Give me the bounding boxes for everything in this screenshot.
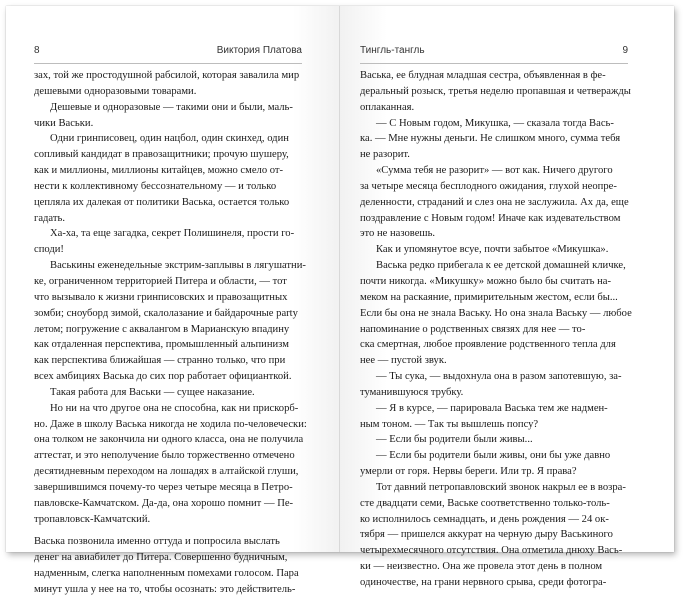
text-line: летом; погружение с аквалангом в Марианскую впадину [34,323,290,335]
text-line: Дешевые и одноразовые — такими они и были, маль- [50,101,293,113]
text-line: тября — пришелся аккурат на черную дыру Васькиного [360,529,613,541]
text-line: поздравление с Новым годом! Иначе как издевательством [360,212,621,224]
text-line: Ха-ха, та еще загадка, секрет Полишинеля, прости го- [50,228,295,240]
text-line: надменным, слегка наполненным помехами голосом. Пара [34,568,299,580]
text-line: напоминание о родственных связях для нее — то- [360,323,586,335]
text-line: споди! [34,244,64,256]
text-line: не разорит. [360,149,410,161]
text-line: нести к коллективному бессознательному — и только [34,180,277,192]
right-page-number: 9 [622,45,628,56]
text-line: зах, той же простодушной рабсилой, которая завалила мир [34,70,300,81]
text-line: Но ни на что другое она не способна, как ни прискорб- [50,402,299,414]
text-line: аттестат, и это неполучение было торжественно отмечено [34,450,295,462]
text-line: Такая работа для Васьки — сущее наказание. [50,386,255,398]
left-page-text [34,68,307,598]
text-line: это не назовешь. [360,228,436,240]
text-line: деленности, страданий и слез она не заслужила. Ах да, еще [360,196,629,208]
right-header-rule [360,63,628,64]
text-line: как отдаленная перспектива, промышленный альпинизм [34,339,289,351]
text-line [34,527,302,534]
text-line: Васька, ее блудная младшая сестра, объявленная в фе- [360,70,606,81]
text-line: деральный розыск, третья неделю пропавшая и четверажды [360,85,631,97]
book-spread [6,6,674,595]
text-line: ска смертная, любое проявление родственного тепла для [360,339,616,351]
text-line: всех амбициях Васька до сих пор работает официанткой. [34,371,292,383]
left-page-header [34,45,302,59]
text-line: четырехмесячного отсутствия. Она отметила днюху Вась- [360,545,623,557]
text-line: десятидневным переходом на лошадях в алтайской глуши, [34,466,299,478]
text-line: тропавловск-Камчатский. [34,513,151,525]
text-line: как и миллионы, миллионы китайцев, можно смело от- [34,165,284,177]
left-running-title: Виктория Платова [216,45,302,56]
text-line: Васька редко прибегала к ее детской домашней кличке, [376,260,626,272]
left-page-number: 8 [34,45,40,56]
text-line: ки — неизвестно. Она же провела этот день в полном [360,561,603,573]
text-line: цепляла их далекая от политики Васька, остается только [34,196,290,208]
text-line: за четыре месяца бесплодного ожидания, глухой неопре- [360,180,617,192]
text-line: дешевыми одноразовыми товарами. [34,85,197,97]
text-line: ке, ограниченном территорией Питера и области, — тот [34,275,287,287]
text-line: меком на раскаяние, примирительным жестом, если бы... [360,291,618,303]
text-line: — Ты сука, — выдохнула она в разом запотевшую, за- [376,371,622,383]
text-line: «Сумма тебя не разорит» — вот как. Ничего другого [376,165,613,177]
text-line: минут ушла у нее на то, чтобы осознать: это действитель- [34,584,296,595]
text-line: ным тоном. — Так ты вышлешь попсу? [360,418,539,430]
text-line: — Если бы родители были живы, они бы уже давно [376,450,611,462]
text-line: нее — пустой звук. [360,355,447,367]
right-page [340,6,674,588]
right-page-text [360,68,632,591]
text-line: — Если бы родители были живы... [376,434,533,446]
text-line: — С Новым годом, Микушка, — сказала тогда Вась- [376,117,614,129]
text-line: Если бы она не знала Ваську. Но она знала Ваську — любое [360,307,632,319]
text-line: ка. — Мне нужны деньги. Не слишком много, сумма тебя [360,133,621,145]
text-line: чики Васьки. [34,117,94,129]
left-page [6,6,340,595]
text-line: Как и упомянутое всуе, почти забытое «Микушка». [376,244,609,256]
right-page-header [360,45,628,59]
text-line: Васькины еженедельные экстрим-заплывы в лягушатни- [50,260,306,272]
text-line: почти никогда. «Микушку» можно было бы считать на- [360,275,612,287]
text-line: умерли от горя. Нервы береги. Или тр. Я права? [360,466,577,478]
text-line: оплаканная. [360,101,415,113]
text-line: Тот давний петропавловский звонок накрыл ее в возра- [376,481,626,493]
text-line: завершившимся почему-то через четыре месяца в Петро- [34,481,293,493]
text-line: сопливый кандидат в правозащитники; прочую шушеру, [34,149,289,161]
text-line: что вызывало к жизни гринписовских и правозащитных [34,291,288,303]
text-line: как перспектива ближайшая — странно только, что при [34,355,286,367]
text-line: павловске-Камчатском. Да-да, она хорошо помнит — Пе- [34,497,294,509]
text-line: сте двадцати семи, Ваське соответственно только-толь- [360,497,610,509]
text-line: туманившуюся трубку. [360,386,464,398]
text-line: — Я в курсе, — парировала Васька тем же надмен- [376,402,608,414]
text-line: одиночестве, на грани нервного срыва, среди фотогра- [360,577,607,588]
text-line: Одни гринписовец, один нацбол, один скинхед, один [50,133,289,145]
right-running-title: Тингль-тангль [360,45,425,56]
text-line: но. Даже в школу Васька никогда не ходила по-человечески: [34,418,307,430]
text-line: она толком не закончила ни одного класса, она не получила [34,434,304,446]
text-line: Васька позвонила именно оттуда и попросила выслать [34,536,280,548]
text-line: гадать. [34,212,65,224]
text-line: ко исполнилось семнадцать, и день рождения — 24 ок- [360,513,609,525]
text-line: денег на авиабилет до Питера. Совершенно будничным, [34,552,288,564]
left-header-rule [34,63,302,64]
text-line: зомби; сноуборд зимой, скалолазание и байдарочные party [34,307,298,319]
